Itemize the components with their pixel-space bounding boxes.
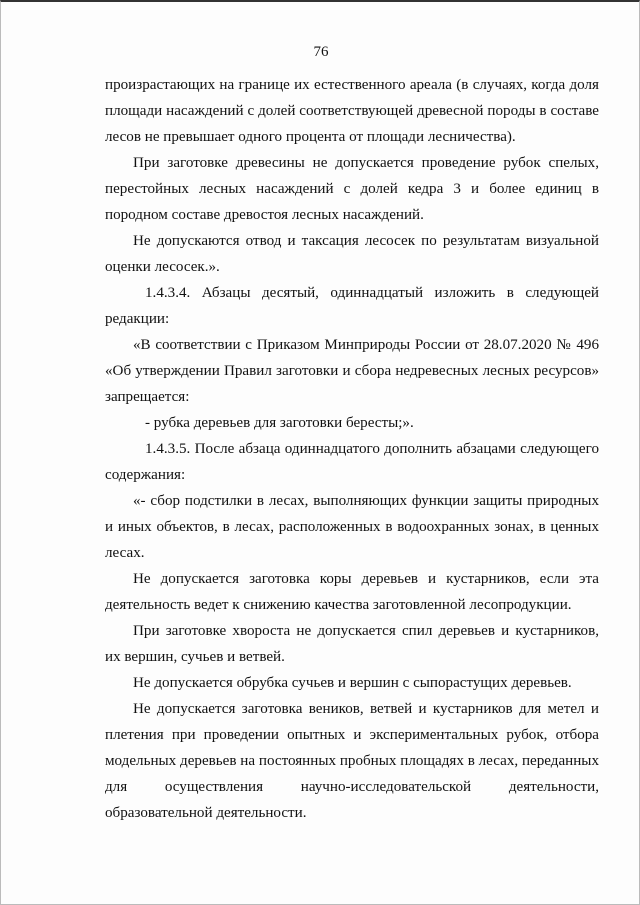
text-line: оценки лесосек.». xyxy=(105,259,220,275)
page-number: 76 xyxy=(313,44,329,60)
text-line: При заготовке древесины не допускается проведение рубок спелых, xyxy=(133,155,599,171)
text-line: Не допускаются отвод и таксация лесосек по результатам визуальной xyxy=(133,233,599,249)
text-line: образовательной деятельности. xyxy=(105,805,307,821)
paragraph xyxy=(105,696,599,826)
text-line: - рубка деревьев для заготовки бересты;». xyxy=(145,415,414,431)
text-line: Не допускается заготовка веников, ветвей и кустарников для метел и xyxy=(133,701,599,717)
text-line: «- сбор подстилки в лесах, выполняющих функции защиты природных xyxy=(133,493,599,509)
text-line: 1.4.3.5. После абзаца одиннадцатого дополнить абзацами следующего xyxy=(145,441,599,457)
text-line: «В соответствии с Приказом Минприроды России от 28.07.2020 № 496 xyxy=(133,337,599,353)
text-line: перестойных лесных насаждений с долей кедра 3 и более единиц в xyxy=(105,181,599,197)
paragraph xyxy=(105,228,599,280)
text-line: Не допускается обрубка сучьев и вершин с сыпорастущих деревьев. xyxy=(133,675,572,691)
paragraph xyxy=(105,488,599,566)
text-line: плетения при проведении опытных и экспериментальных рубок, отбора xyxy=(105,727,599,743)
text-line: для осуществления научно-исследовательской деятельности, xyxy=(105,779,599,795)
paragraph xyxy=(105,670,599,696)
paragraph xyxy=(105,410,599,436)
text-line: породном составе древостоя лесных насаждений. xyxy=(105,207,424,223)
paragraph xyxy=(105,150,599,228)
paragraph xyxy=(105,566,599,618)
text-line: редакции: xyxy=(105,311,170,327)
paragraph xyxy=(105,618,599,670)
paragraph xyxy=(105,72,599,150)
text-line: лесах. xyxy=(105,545,145,561)
text-line: и иных объектов, в лесах, расположенных в водоохранных зонах, в ценных xyxy=(105,519,599,535)
text-line: Не допускается заготовка коры деревьев и кустарников, если эта xyxy=(133,571,599,587)
paragraph xyxy=(105,332,599,410)
text-line: 1.4.3.4. Абзацы десятый, одиннадцатый изложить в следующей xyxy=(145,285,599,301)
text-line: их вершин, сучьев и ветвей. xyxy=(105,649,285,665)
text-line: содержания: xyxy=(105,467,186,483)
text-line: деятельность ведет к снижению качества заготовленной лесопродукции. xyxy=(105,597,572,613)
paragraph xyxy=(105,280,599,332)
text-line: лесов не превышает одного процента от площади лесничества). xyxy=(105,129,516,145)
text-line: площади насаждений с долей соответствующей древесной породы в составе xyxy=(105,103,599,119)
text-line: При заготовке хвороста не допускается спил деревьев и кустарников, xyxy=(133,623,599,639)
text-line: запрещается: xyxy=(105,389,190,405)
document-body xyxy=(105,72,599,826)
text-line: модельных деревьев на постоянных пробных площадях в лесах, переданных xyxy=(105,753,599,769)
paragraph xyxy=(105,436,599,488)
text-line: «Об утверждении Правил заготовки и сбора недревесных лесных ресурсов» xyxy=(105,363,599,379)
text-line: произрастающих на границе их естественного ареала (в случаях, когда доля xyxy=(105,77,599,93)
